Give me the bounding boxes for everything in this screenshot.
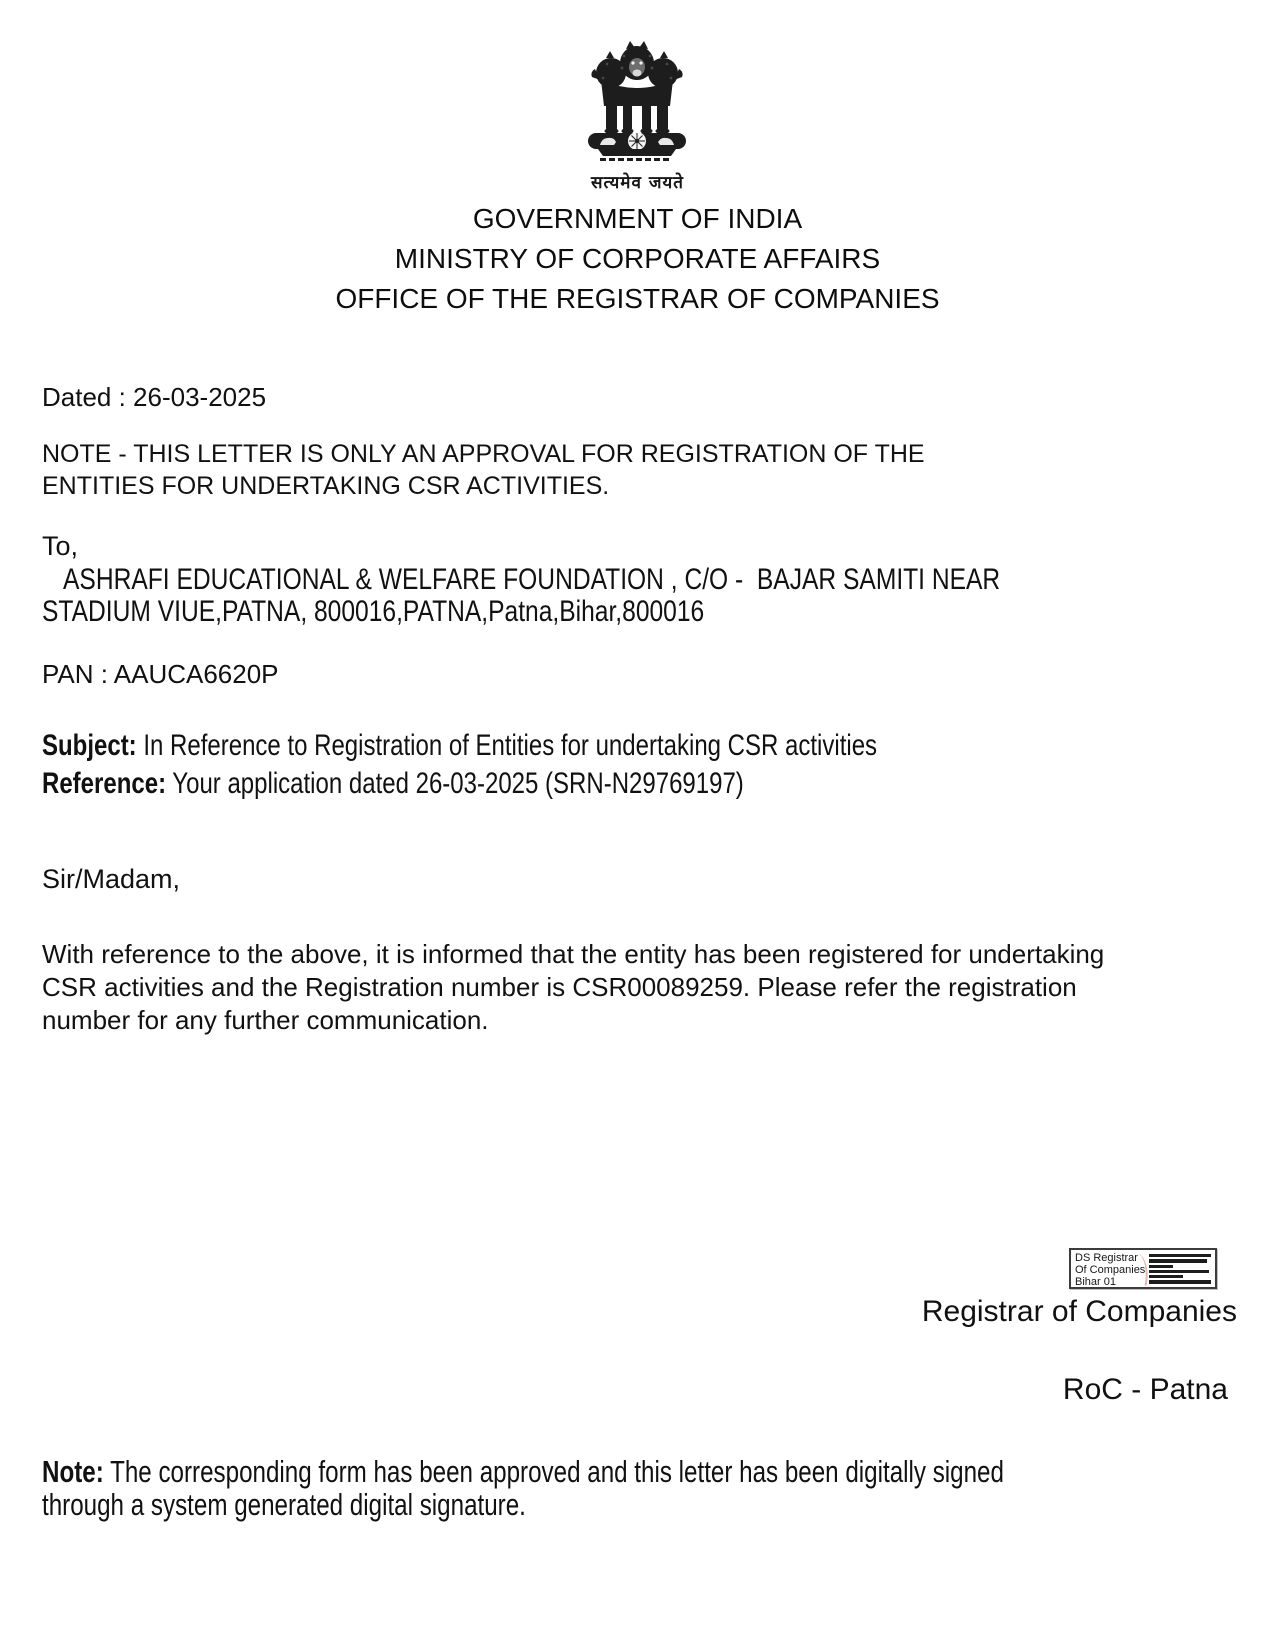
subject-line: [42, 729, 1086, 763]
bottom-note: [42, 1455, 1275, 1521]
ds-line-1: DS Registrar: [1075, 1252, 1138, 1264]
address-line-1: ASHRAFI EDUCATIONAL & WELFARE FOUNDATION , C/O - BAJAR SAMITI NEAR: [63, 563, 1001, 596]
emblem-motto: सत्यमेव जयते: [591, 173, 684, 193]
recipient-address: [42, 564, 1206, 628]
pan-line: PAN : AAUCA6620P: [42, 659, 279, 689]
roc-office: RoC - Patna: [1062, 1373, 1228, 1406]
salutation: Sir/Madam,: [42, 864, 181, 894]
approval-note: [42, 438, 925, 502]
dated-line: Dated : 26-03-2025: [42, 382, 267, 412]
signatory-title: Registrar of Companies: [921, 1295, 1237, 1328]
approval-note-line-2: ENTITIES FOR UNDERTAKING CSR ACTIVITIES.: [42, 472, 610, 500]
reference-text: Your application dated 26-03-2025 (SRN-N29769197): [166, 767, 744, 800]
national-emblem-icon: [570, 36, 704, 180]
approval-note-line-1: NOTE - THIS LETTER IS ONLY AN APPROVAL FOR REGISTRATION OF THE: [42, 440, 925, 468]
body-line-1: With reference to the above, it is informed that the entity has been registered for undertaking: [42, 939, 1105, 969]
reference-line: [42, 767, 919, 801]
bottom-note-line-1: The corresponding form has been approved and this letter has been digitally signed: [103, 1454, 1004, 1489]
digital-signature-stamp: [1069, 1248, 1217, 1289]
bottom-note-label: Note:: [42, 1454, 104, 1489]
header-government-of-india: GOVERNMENT OF INDIA: [472, 203, 803, 234]
header-ministry: MINISTRY OF CORPORATE AFFAIRS: [394, 243, 881, 274]
body-line-2: CSR activities and the Registration number is CSR00089259. Please refer the registration: [42, 972, 1077, 1002]
subject-text: In Reference to Registration of Entities for undertaking CSR activities: [136, 729, 878, 762]
reference-label: Reference:: [42, 767, 167, 800]
subject-label: Subject:: [42, 729, 137, 762]
signature-details-illegible: [1149, 1254, 1213, 1286]
header-office-registrar: OFFICE OF THE REGISTRAR OF COMPANIES: [335, 283, 940, 314]
address-line-2: STADIUM VIUE,PATNA, 800016,PATNA,Patna,Bihar,800016: [42, 595, 705, 628]
body-line-3: number for any further communication.: [42, 1005, 489, 1035]
ds-line-2: Of Companies: [1075, 1264, 1146, 1276]
to-label: To,: [42, 531, 79, 561]
ds-line-3: Bihar 01: [1075, 1276, 1116, 1288]
bottom-note-line-2: through a system generated digital signature.: [42, 1487, 526, 1522]
body-paragraph: [42, 938, 1104, 1037]
